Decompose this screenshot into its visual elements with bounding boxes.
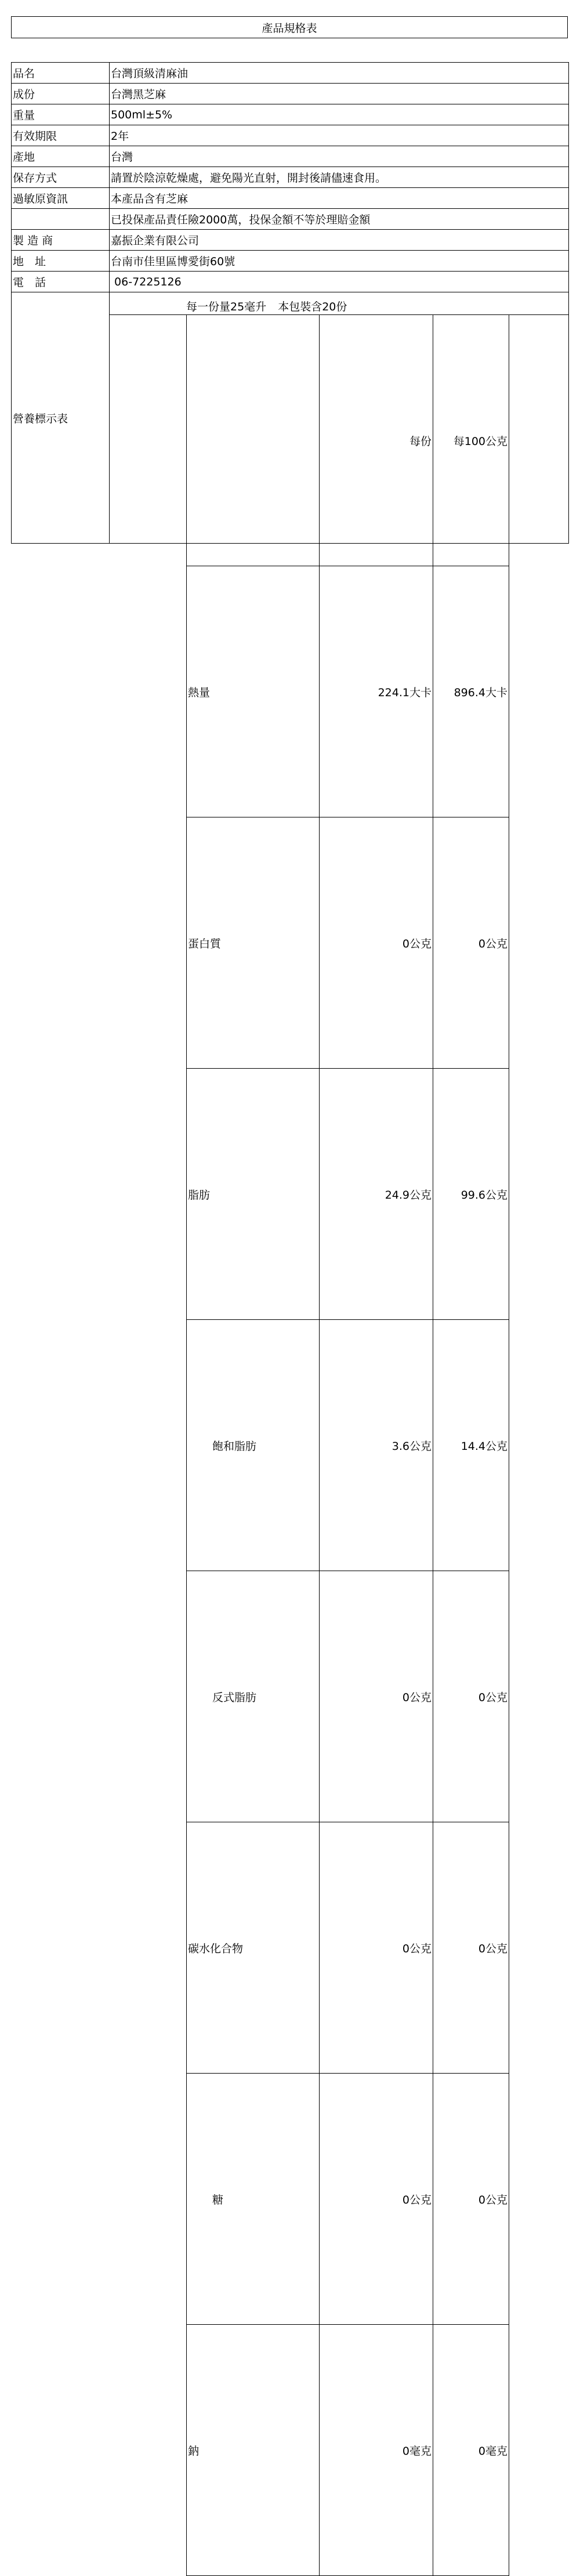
spec-label: 保存方式	[12, 167, 110, 188]
nutrition-header-row	[187, 315, 509, 566]
spec-row-phone	[12, 272, 569, 292]
spec-label: 有效期限	[12, 125, 110, 146]
spec-value: 500ml±5%	[110, 104, 569, 125]
nutrient-name: 熱量	[187, 566, 320, 817]
spec-label: 重量	[12, 104, 110, 125]
nutrient-per-100: 0公克	[433, 817, 509, 1069]
spec-label: 產地	[12, 146, 110, 167]
nutrition-row	[187, 2074, 509, 2325]
spec-row-storage	[12, 167, 569, 188]
spec-table	[11, 62, 569, 2458]
nutrient-name: 碳水化合物	[187, 1822, 320, 2074]
nutrition-row	[187, 1320, 509, 1571]
nutrient-name: 脂肪	[187, 1069, 320, 1320]
spec-label: 成份	[12, 84, 110, 104]
spec-value: 本產品含有芝麻	[110, 188, 569, 209]
nutrient-per-100: 896.4大卡	[433, 566, 509, 817]
serving-info	[186, 298, 347, 314]
col-per-100-header: 每100公克	[433, 315, 509, 566]
nutrient-per-serving: 0公克	[320, 1822, 433, 2074]
nutrient-per-100: 14.4公克	[433, 1320, 509, 1571]
spec-row-shelf-life	[12, 125, 569, 146]
nutrient-per-serving: 224.1大卡	[320, 566, 433, 817]
spec-row-name	[12, 63, 569, 84]
spec-value: 請置於陰涼乾燥處，避免陽光直射，開封後請儘速食用。	[110, 167, 569, 188]
nutrition-table	[186, 314, 509, 2576]
spec-value: 06-7225126	[110, 272, 569, 292]
spec-sheet-title: 產品規格表	[11, 16, 568, 38]
spec-value: 台灣黑芝麻	[110, 84, 569, 104]
nutrient-header-blank	[187, 315, 320, 566]
nutrient-name: 蛋白質	[187, 817, 320, 1069]
spec-label: 地 址	[12, 251, 110, 272]
spec-label	[12, 209, 110, 230]
nutrient-per-100: 0毫克	[433, 2325, 509, 2576]
spec-row-address	[12, 251, 569, 272]
spec-row-weight	[12, 104, 569, 125]
spec-row-insurance	[12, 209, 569, 230]
spec-value: 2年	[110, 125, 569, 146]
nutrition-label: 營養標示表	[12, 292, 110, 544]
spec-label: 電 話	[12, 272, 110, 292]
servings-per-package: 本包裝含20份	[278, 301, 347, 313]
nutrition-row	[187, 1069, 509, 1320]
nutrient-per-serving: 24.9公克	[320, 1069, 433, 1320]
spec-row-allergen	[12, 188, 569, 209]
col-per-serving-header: 每份	[320, 315, 433, 566]
nutrient-name: 糖	[187, 2074, 320, 2325]
spec-value: 台南市佳里區博愛街60號	[110, 251, 569, 272]
nutrient-per-serving: 0公克	[320, 2074, 433, 2325]
spec-value: 台灣	[110, 146, 569, 167]
nutrient-per-100: 0公克	[433, 1571, 509, 1822]
nutrition-row	[187, 817, 509, 1069]
nutrient-name: 飽和脂肪	[187, 1320, 320, 1571]
spec-label: 品名	[12, 63, 110, 84]
spec-value: 台灣頂級清麻油	[110, 63, 569, 84]
spec-row-ingredients	[12, 84, 569, 104]
nutrient-per-100: 99.6公克	[433, 1069, 509, 1320]
serving-size: 每一份量25毫升	[186, 301, 267, 313]
spec-label: 製 造 商	[12, 230, 110, 251]
nutrient-per-serving: 3.6公克	[320, 1320, 433, 1571]
nutrition-row	[187, 1822, 509, 2074]
nutrition-row	[187, 566, 509, 817]
spec-row-nutrition	[12, 292, 569, 544]
nutrient-per-100: 0公克	[433, 2074, 509, 2325]
spec-value: 已投保產品責任險2000萬，投保金額不等於理賠金額	[110, 209, 569, 230]
nutrient-name: 反式脂肪	[187, 1571, 320, 1822]
nutrient-per-100: 0公克	[433, 1822, 509, 2074]
nutrient-per-serving: 0公克	[320, 817, 433, 1069]
spec-row-origin	[12, 146, 569, 167]
spec-value: 嘉振企業有限公司	[110, 230, 569, 251]
spec-label: 過敏原資訊	[12, 188, 110, 209]
spec-row-manufacturer	[12, 230, 569, 251]
nutrition-row	[187, 2325, 509, 2576]
nutrient-per-serving: 0毫克	[320, 2325, 433, 2576]
nutrient-name: 鈉	[187, 2325, 320, 2576]
nutrition-row	[187, 1571, 509, 1822]
nutrition-panel	[110, 292, 569, 2458]
nutrient-per-serving: 0公克	[320, 1571, 433, 1822]
